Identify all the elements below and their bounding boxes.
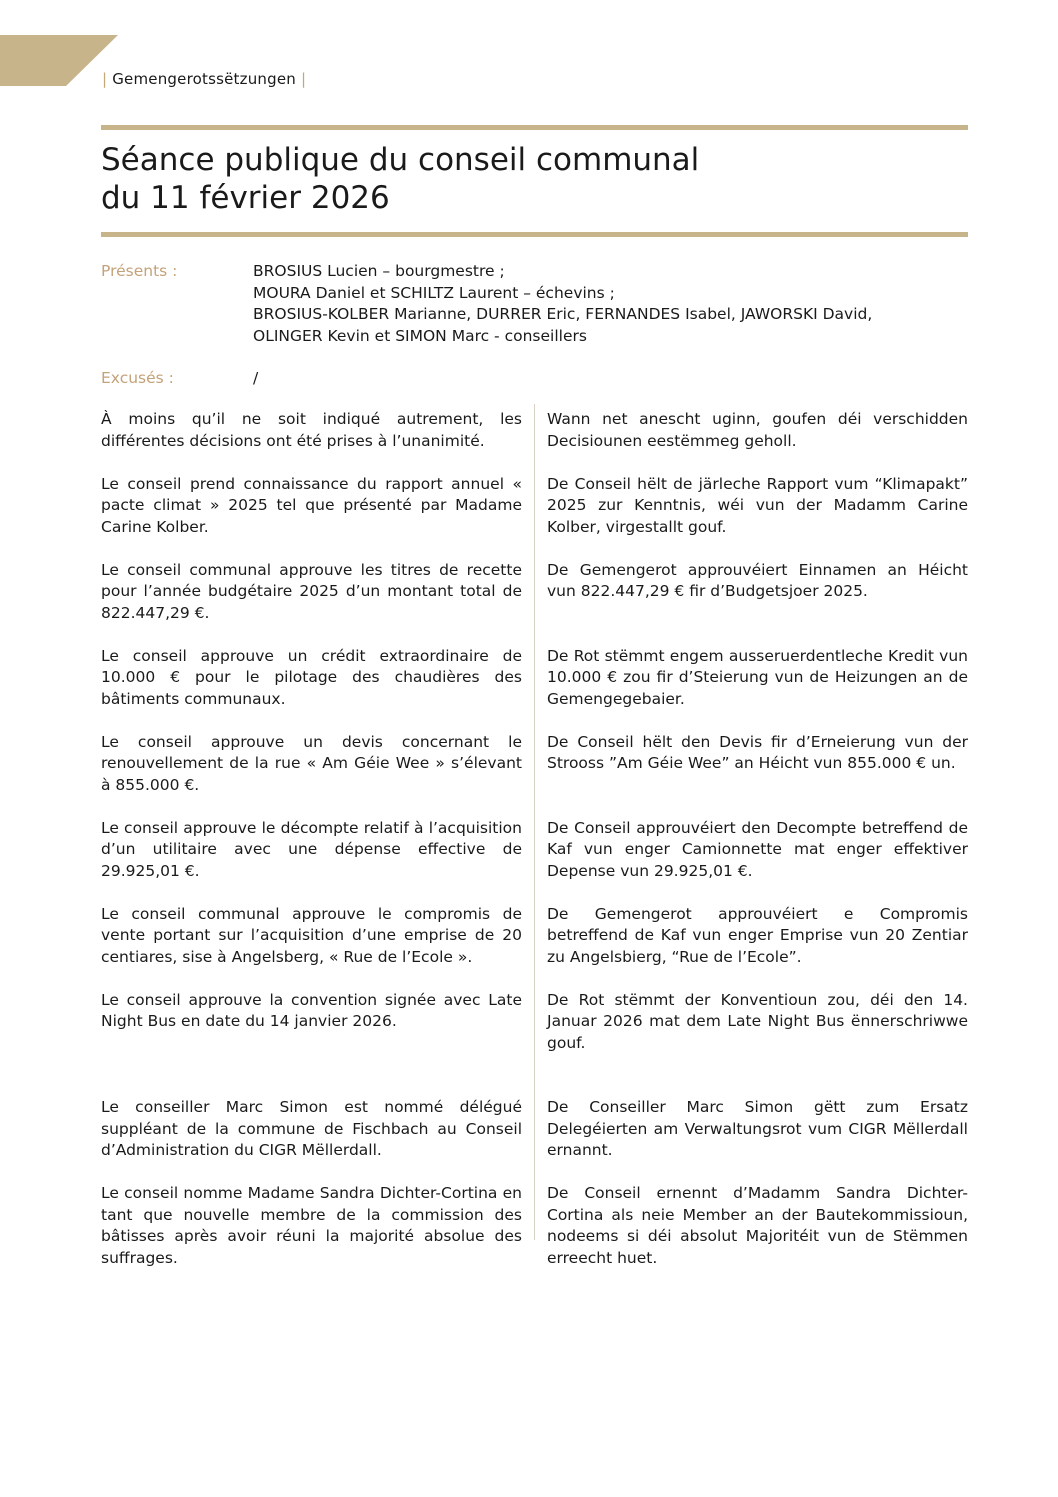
decision-row — [101, 1183, 968, 1269]
decision-lu: De Conseil ernennt d’Madamm Sandra Dichter-Cortina als neie Member an der Bautekommissioun, nodeems si déi absolut Majoritéit vun de Stëmmen erreecht huet. — [547, 1184, 968, 1267]
decision-row — [101, 646, 968, 711]
header-bar-left: | — [102, 70, 108, 88]
title-rule-top — [101, 125, 968, 130]
decision-lu: De Conseil hëlt den Devis fir d’Erneierung vun der Strooss ”Am Géie Wee” an Héicht vun 855.000 € un. — [547, 732, 968, 772]
decision-row — [101, 904, 968, 969]
excused-label: Excusés : — [101, 369, 174, 387]
decision-fr: Le conseil approuve un devis concernant le renouvellement de la rue « Am Géie Wee » s’élevant à 855.000 €. — [101, 732, 522, 794]
decision-fr: Le conseiller Marc Simon est nommé délégué suppléant de la commune de Fischbach au Conseil d’Administration du CIGR Mëllerdall. — [101, 1098, 522, 1159]
decision-lu: Wann net anescht uginn, goufen déi verschidden Decisiounen eestëmmeg geholl. — [547, 410, 968, 450]
title-rule-bottom — [101, 232, 968, 237]
present-list — [253, 261, 872, 347]
decision-row — [101, 818, 968, 883]
decision-fr: Le conseil approuve un crédit extraordinaire de 10.000 € pour le pilotage des chaudières des bâtiments communaux. — [101, 646, 522, 708]
decision-fr: Le conseil communal approuve les titres de recette pour l’année budgétaire 2025 d’un montant total de 822.447,29 €. — [101, 560, 522, 622]
present-line: MOURA Daniel et SCHILTZ Laurent – échevins ; — [253, 283, 615, 302]
decision-row — [101, 560, 968, 625]
title-line: du 11 février 2026 — [101, 180, 390, 216]
decision-lu: De Gemengerot approuvéiert e Compromis betreffend de Kaf vun enger Emprise vun 20 Zentiar zu Angelsbierg, “Rue de l’Ecole”. — [547, 904, 968, 966]
excused-value: / — [253, 369, 259, 387]
decision-fr: À moins qu’il ne soit indiqué autrement, les différentes décisions ont été prises à l’unanimité. — [101, 410, 522, 450]
decision-lu: De Rot stëmmt der Konventioun zou, déi den 14. Januar 2026 mat dem Late Night Bus ënnerschriwwe gouf. — [547, 990, 968, 1052]
page-title — [101, 141, 699, 217]
decision-row — [101, 732, 968, 797]
decision-lu: De Conseil approuvéiert den Decompte betreffend de Kaf vun enger Camionnette mat enger effektiver Depense vun 29.925,01 €. — [547, 818, 968, 880]
decision-row — [101, 474, 968, 539]
decision-fr: Le conseil approuve la convention signée avec Late Night Bus en date du 14 janvier 2026. — [101, 990, 522, 1030]
section-header — [102, 70, 306, 88]
decision-fr: Le conseil prend connaissance du rapport annuel « pacte climat » 2025 tel que présenté par Madame Carine Kolber. — [101, 474, 522, 536]
decision-row — [101, 990, 968, 1055]
decisions-table — [101, 409, 968, 1291]
decision-lu: De Rot stëmmt engem ausseruerdentleche Kredit vun 10.000 € zou fir d’Steierung vun de Heizungen an de Gemengegebaier. — [547, 646, 968, 708]
decision-fr: Le conseil approuve le décompte relatif à l’acquisition d’un utilitaire avec une dépense effective de 29.925,01 €. — [101, 818, 522, 880]
decision-lu: De Gemengerot approuvéiert Einnamen an Héicht vun 822.447,29 € fir d’Budgetsjoer 2025. — [547, 560, 968, 600]
decision-lu: De Conseil hëlt de järleche Rapport vum “Klimapakt” 2025 zur Kenntnis, wéi vun der Madamm Carine Kolber, virgestallt gouf. — [547, 474, 968, 536]
present-line: BROSIUS-KOLBER Marianne, DURRER Eric, FERNANDES Isabel, JAWORSKI David, — [253, 305, 873, 323]
decision-lu: De Conseiller Marc Simon gëtt zum Ersatz Delegéierten am Verwaltungsrot vum CIGR Mëllerdall ernannt. — [547, 1098, 968, 1159]
decision-row — [101, 1097, 968, 1162]
decision-fr: Le conseil nomme Madame Sandra Dichter-Cortina en tant que nouvelle membre de la commission des bâtisses après avoir réuni la majorité absolue des suffrages. — [101, 1184, 522, 1267]
section-name: Gemengerotssëtzungen — [112, 70, 296, 88]
present-line: OLINGER Kevin et SIMON Marc - conseillers — [253, 326, 587, 345]
present-label: Présents : — [101, 262, 178, 280]
title-line: Séance publique du conseil communal — [101, 142, 700, 178]
decision-row — [101, 409, 968, 452]
decision-fr: Le conseil communal approuve le compromis de vente portant sur l’acquisition d’une emprise de 20 centiares, sise à Angelsberg, « Rue de l’Ecole ». — [101, 904, 522, 966]
present-line: BROSIUS Lucien – bourgmestre ; — [253, 262, 505, 280]
header-bar-right: | — [300, 70, 307, 88]
